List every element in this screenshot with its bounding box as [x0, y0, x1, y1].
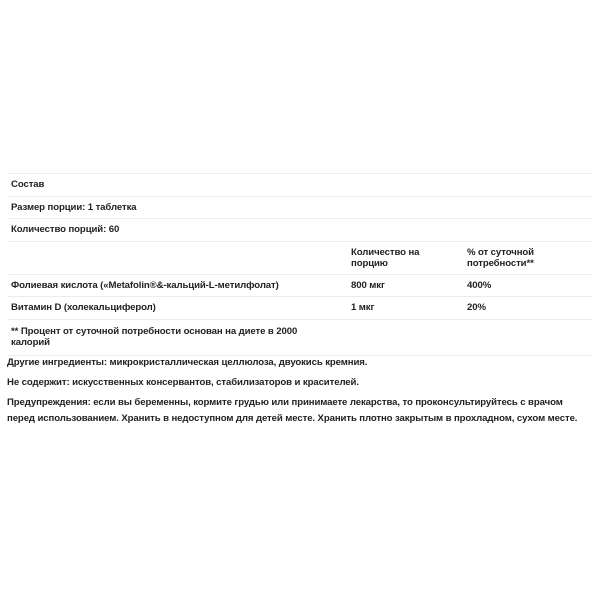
- servings-per-container: Количество порций: 60: [7, 219, 593, 242]
- nutrient-amount: 1 мкг: [347, 297, 463, 320]
- nutrient-daily-value: 400%: [463, 274, 593, 297]
- title-row: [7, 174, 593, 197]
- nutrient-name: Витамин D (холекальциферол): [7, 297, 347, 320]
- footnote-cell: [7, 319, 593, 355]
- column-header-daily-value: [463, 241, 593, 274]
- footnote-row: [7, 319, 593, 355]
- column-header-daily-value-label: % от суточной потребности**: [467, 246, 534, 269]
- serving-size: Размер порции: 1 таблетка: [7, 196, 593, 219]
- footnote: ** Процент от суточной потребности основан на диете в 2000 калорий: [11, 325, 298, 348]
- servings-per-container-row: [7, 219, 593, 242]
- column-header-name: [7, 241, 347, 274]
- table-row: [7, 297, 593, 320]
- warnings: Предупреждения: если вы беременны, кормите грудью или принимаете лекарства, то проконсультируйтесь с врачом перед использованием. Хранить в недоступном для детей месте. Хранить плотно закрытым в прохладном, сухом месте.: [7, 397, 578, 424]
- facts-table: [7, 173, 593, 356]
- column-header-row: [7, 241, 593, 274]
- supplement-facts-table: [7, 173, 593, 356]
- nutrient-amount: 800 мкг: [347, 274, 463, 297]
- facts-title: Состав: [7, 174, 593, 197]
- serving-size-row: [7, 196, 593, 219]
- free-of-statement: Не содержит: искусственных консервантов, стабилизаторов и красителей.: [7, 377, 359, 388]
- nutrient-name: Фолиевая кислота («Metafolin®&-кальций-L-метилфолат): [7, 274, 347, 297]
- nutrient-daily-value: 20%: [463, 297, 593, 320]
- column-header-amount-label: Количество на порцию: [351, 246, 420, 269]
- table-row: [7, 274, 593, 297]
- column-header-amount: [347, 241, 463, 274]
- other-ingredients: Другие ингредиенты: микрокристаллическая целлюлоза, двуокись кремния.: [7, 357, 368, 368]
